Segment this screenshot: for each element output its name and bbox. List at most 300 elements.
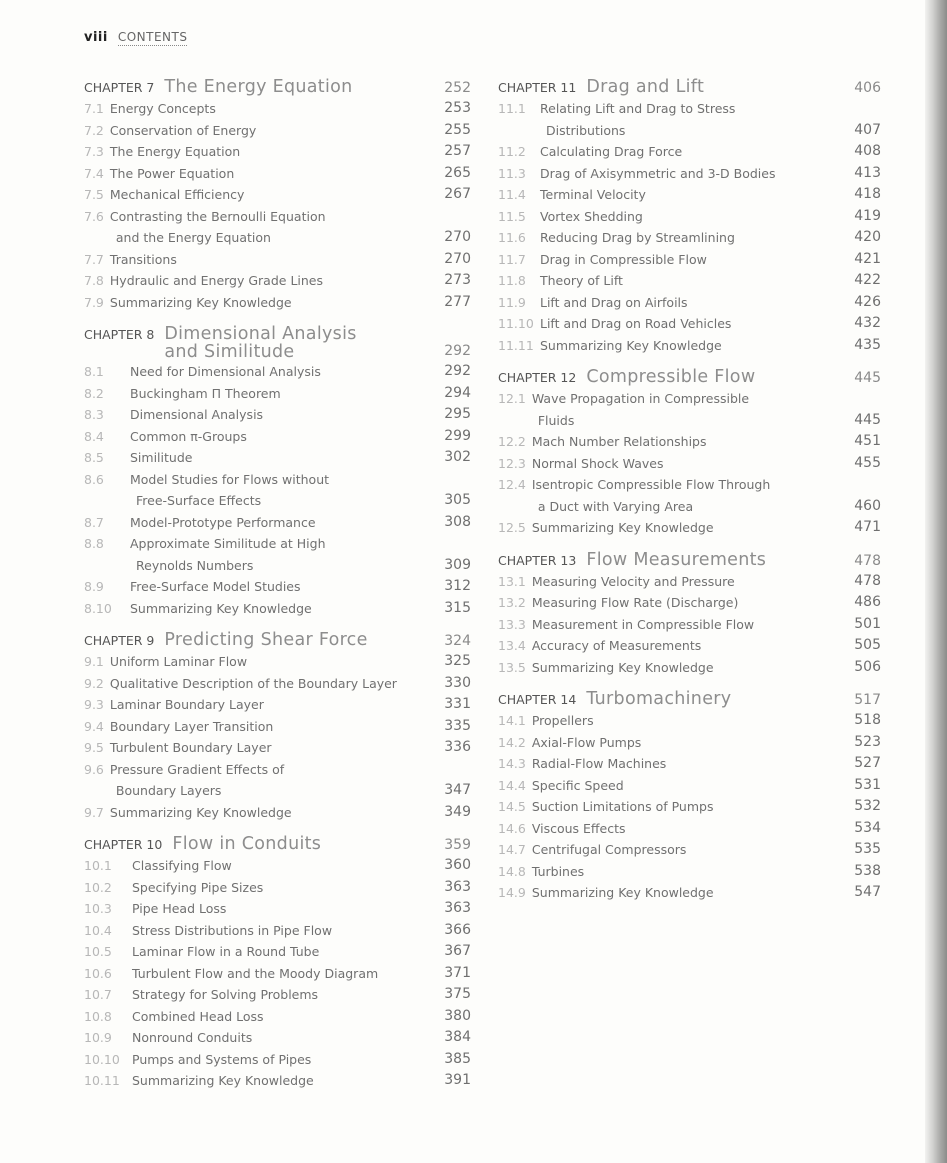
section-page: 375 xyxy=(444,986,471,1002)
chapter-heading[interactable] xyxy=(498,368,881,388)
section-page: 532 xyxy=(854,798,881,814)
section-number: 7.7 xyxy=(84,251,104,267)
toc-entry[interactable] xyxy=(84,737,471,759)
section-page: 505 xyxy=(854,637,881,653)
section-title-line2: Fluids xyxy=(537,412,575,428)
section-title: Measuring Flow Rate (Discharge) xyxy=(531,595,739,610)
section-title: Boundary Layer Transition xyxy=(109,718,274,734)
section-title: Summarizing Key Knowledge xyxy=(109,804,292,820)
chapter-7 xyxy=(84,78,471,313)
section-page: 302 xyxy=(444,449,471,465)
chapter-10 xyxy=(84,835,471,1092)
section-title: Measuring Velocity and Pressure xyxy=(531,573,735,589)
section-page: 270 xyxy=(444,250,471,267)
chapter-heading[interactable] xyxy=(84,78,471,98)
chapter-label: CHAPTER 7 xyxy=(84,80,155,95)
section-title xyxy=(130,469,439,512)
section-title: Drag of Axisymmetric and 3-D Bodies xyxy=(540,165,776,181)
toc-entry[interactable] xyxy=(498,592,881,614)
section-page: 455 xyxy=(854,454,881,471)
toc-entry[interactable] xyxy=(84,512,471,534)
section-title: Theory of Lift xyxy=(540,273,623,288)
section-number: 11.8 xyxy=(498,273,526,288)
section-number: 11.11 xyxy=(498,337,534,353)
section-title: Summarizing Key Knowledge xyxy=(130,600,312,616)
section-number: 12.5 xyxy=(498,520,526,535)
toc-entry[interactable] xyxy=(84,292,471,314)
section-page: 253 xyxy=(444,100,471,116)
section-title: Nonround Conduits xyxy=(132,1030,253,1045)
section-title: Mach Number Relationships xyxy=(531,434,707,449)
section-title: Classifying Flow xyxy=(132,858,232,873)
chapter-title: Flow in Conduits xyxy=(172,834,322,854)
section-page: 419 xyxy=(854,207,881,224)
section-title: Strategy for Solving Problems xyxy=(132,987,319,1002)
toc-entry[interactable] xyxy=(498,474,881,517)
section-page: 347 xyxy=(444,782,471,798)
toc-right-column xyxy=(498,78,881,916)
toc-entry[interactable] xyxy=(84,206,471,249)
section-title-line2: Free-Surface Effects xyxy=(136,493,262,508)
section-number: 14.7 xyxy=(498,842,526,857)
toc-entry[interactable] xyxy=(498,453,881,475)
section-title: Laminar Boundary Layer xyxy=(109,697,264,712)
section-page: 270 xyxy=(444,229,471,245)
toc-entry[interactable] xyxy=(84,249,471,271)
section-title: Common π-Groups xyxy=(130,428,247,444)
toc-entry[interactable] xyxy=(84,984,471,1006)
section-page: 330 xyxy=(444,674,471,691)
section-title: Pumps and Systems of Pipes xyxy=(132,1051,312,1067)
section-number: 11.3 xyxy=(498,165,526,181)
section-title: Turbulent Boundary Layer xyxy=(109,740,272,755)
toc-entry[interactable] xyxy=(84,426,471,448)
toc-entry[interactable] xyxy=(498,206,881,228)
section-title-line2: Boundary Layers xyxy=(115,783,222,798)
chapter-heading[interactable] xyxy=(498,78,881,98)
toc-entry[interactable] xyxy=(84,383,471,405)
section-page: 501 xyxy=(854,615,881,632)
section-number: 12.4 xyxy=(498,477,526,492)
section-title: Turbines xyxy=(531,863,585,879)
section-number: 9.4 xyxy=(84,718,104,734)
section-title xyxy=(110,206,439,249)
toc-entry[interactable] xyxy=(84,163,471,185)
toc-entry[interactable] xyxy=(84,1070,471,1092)
section-title xyxy=(532,388,849,431)
section-number: 13.3 xyxy=(498,616,526,632)
section-page: 312 xyxy=(444,578,471,594)
section-number: 14.5 xyxy=(498,799,526,814)
section-number: 8.9 xyxy=(84,579,104,594)
section-page: 360 xyxy=(444,857,471,873)
section-number: 10.7 xyxy=(84,987,112,1002)
section-page: 407 xyxy=(854,121,881,138)
toc-entry[interactable] xyxy=(498,141,881,163)
toc-entry[interactable] xyxy=(84,598,471,620)
chapter-heading[interactable] xyxy=(498,551,881,571)
chapter-label: CHAPTER 13 xyxy=(498,552,577,568)
toc-entry[interactable] xyxy=(84,576,471,598)
section-page: 257 xyxy=(444,143,471,159)
section-number: 8.5 xyxy=(84,450,104,465)
toc-entry[interactable] xyxy=(84,98,471,120)
section-page: 294 xyxy=(444,384,471,401)
section-title xyxy=(532,474,849,517)
toc-entry[interactable] xyxy=(498,249,881,271)
section-page: 295 xyxy=(444,406,471,422)
section-page: 325 xyxy=(444,653,471,669)
toc-entry[interactable] xyxy=(84,716,471,738)
toc-entry[interactable] xyxy=(84,184,471,206)
section-title: Specific Speed xyxy=(531,777,624,793)
section-number: 11.2 xyxy=(498,144,526,159)
section-number: 8.4 xyxy=(84,428,104,444)
toc-entry[interactable] xyxy=(84,877,471,899)
chapter-page: 445 xyxy=(854,370,881,386)
toc-entry[interactable] xyxy=(84,141,471,163)
section-page: 506 xyxy=(854,658,881,675)
section-number: 10.10 xyxy=(84,1051,120,1067)
section-page: 299 xyxy=(444,427,471,444)
toc-entry[interactable] xyxy=(498,270,881,292)
toc-entry[interactable] xyxy=(498,388,881,431)
chapter-title: Predicting Shear Force xyxy=(164,630,368,650)
section-page: 391 xyxy=(444,1072,471,1088)
chapter-page: 292 xyxy=(444,343,471,359)
section-title: Summarizing Key Knowledge xyxy=(531,520,714,535)
toc-entry[interactable] xyxy=(84,855,471,877)
section-title: Pipe Head Loss xyxy=(132,901,227,916)
section-number: 12.1 xyxy=(498,391,526,406)
section-number: 7.1 xyxy=(84,101,104,116)
toc-entry[interactable] xyxy=(498,614,881,636)
toc-entry[interactable] xyxy=(498,163,881,185)
section-page: 518 xyxy=(854,712,881,728)
toc-entry[interactable] xyxy=(498,839,881,861)
chapter-heading[interactable] xyxy=(84,835,471,855)
section-title: Vortex Shedding xyxy=(540,208,643,224)
section-number: 12.2 xyxy=(498,434,526,449)
section-title: Qualitative Description of the Boundary Layer xyxy=(109,675,397,691)
section-title xyxy=(540,98,849,141)
chapter-title: Turbomachinery xyxy=(586,689,732,709)
section-page: 315 xyxy=(444,599,471,616)
section-title: Calculating Drag Force xyxy=(540,144,683,159)
section-title xyxy=(110,759,439,802)
section-title: Measurement in Compressible Flow xyxy=(531,616,755,632)
chapter-page: 478 xyxy=(854,552,881,569)
section-title-line1: Model Studies for Flows without xyxy=(130,471,330,487)
section-number: 11.1 xyxy=(498,101,526,116)
section-page: 273 xyxy=(444,272,471,288)
section-title: Reducing Drag by Streamlining xyxy=(540,230,735,245)
toc-entry[interactable] xyxy=(84,651,471,673)
section-number: 9.5 xyxy=(84,740,104,755)
toc-entry[interactable] xyxy=(498,818,881,840)
section-number: 14.9 xyxy=(498,885,526,900)
toc-entry[interactable] xyxy=(84,802,471,824)
section-page: 535 xyxy=(854,841,881,857)
chapter-title: Compressible Flow xyxy=(586,367,756,387)
toc-entry[interactable] xyxy=(84,1049,471,1071)
section-page: 460 xyxy=(854,497,881,514)
section-number: 12.3 xyxy=(498,455,526,471)
section-title: Transitions xyxy=(109,251,177,267)
section-number: 7.4 xyxy=(84,165,104,181)
chapter-13 xyxy=(498,551,881,679)
section-title: Summarizing Key Knowledge xyxy=(531,659,714,675)
section-title: Centrifugal Compressors xyxy=(531,842,687,857)
section-title: Lift and Drag on Airfoils xyxy=(540,294,688,310)
toc-entry[interactable] xyxy=(84,673,471,695)
section-page: 547 xyxy=(854,884,881,900)
toc-entry[interactable] xyxy=(84,1006,471,1028)
section-page: 265 xyxy=(444,164,471,181)
toc-entry[interactable] xyxy=(498,431,881,453)
section-title: Lift and Drag on Road Vehicles xyxy=(540,316,732,331)
toc-entry[interactable] xyxy=(498,313,881,335)
toc-entry[interactable] xyxy=(498,292,881,314)
chapter-heading[interactable] xyxy=(84,325,471,361)
section-title: Free-Surface Model Studies xyxy=(130,579,301,594)
section-page: 471 xyxy=(854,519,881,535)
section-number: 11.6 xyxy=(498,230,526,245)
toc-entry[interactable] xyxy=(498,635,881,657)
toc-entry[interactable] xyxy=(84,963,471,985)
section-number: 13.5 xyxy=(498,659,526,675)
chapter-heading[interactable] xyxy=(498,690,881,710)
section-title-line1: Wave Propagation in Compressible xyxy=(531,391,750,406)
section-page: 363 xyxy=(444,878,471,895)
running-title: CONTENTS xyxy=(117,30,188,44)
section-title: Model-Prototype Performance xyxy=(130,514,316,530)
section-number: 8.7 xyxy=(84,514,104,530)
section-number: 7.5 xyxy=(84,187,104,202)
section-title: Summarizing Key Knowledge xyxy=(540,337,722,353)
section-number: 7.9 xyxy=(84,294,104,310)
section-title-line2: and the Energy Equation xyxy=(115,230,271,245)
section-title: Suction Limitations of Pumps xyxy=(531,799,714,814)
section-page: 420 xyxy=(854,229,881,245)
section-page: 418 xyxy=(854,186,881,202)
toc-entry[interactable] xyxy=(84,270,471,292)
section-number: 8.1 xyxy=(84,364,104,379)
section-page: 486 xyxy=(854,594,881,610)
page-header xyxy=(84,30,187,45)
toc-entry[interactable] xyxy=(84,447,471,469)
toc-entry[interactable] xyxy=(498,861,881,883)
section-title-line2: Distributions xyxy=(546,122,626,138)
section-number: 8.3 xyxy=(84,407,104,422)
section-page: 385 xyxy=(444,1050,471,1067)
section-page: 527 xyxy=(854,755,881,771)
chapter-11 xyxy=(498,78,881,356)
section-number: 11.7 xyxy=(498,251,526,267)
section-number: 8.8 xyxy=(84,536,104,551)
section-number: 14.2 xyxy=(498,734,526,750)
section-page: 384 xyxy=(444,1029,471,1045)
section-number: 10.5 xyxy=(84,944,112,959)
section-title: Specifying Pipe Sizes xyxy=(132,879,264,895)
section-page: 363 xyxy=(444,900,471,916)
toc-entry[interactable] xyxy=(84,941,471,963)
section-title: Accuracy of Measurements xyxy=(531,638,702,653)
section-number: 14.4 xyxy=(498,777,526,793)
section-number: 14.6 xyxy=(498,820,526,836)
section-page: 371 xyxy=(444,964,471,981)
chapter-page: 359 xyxy=(444,837,471,853)
toc-entry[interactable] xyxy=(498,227,881,249)
section-title-line1: Approximate Similitude at High xyxy=(130,536,326,551)
toc-entry[interactable] xyxy=(498,335,881,357)
chapter-9 xyxy=(84,631,471,823)
toc-entry[interactable] xyxy=(84,898,471,920)
section-page: 523 xyxy=(854,733,881,750)
toc-entry[interactable] xyxy=(84,361,471,383)
section-number: 9.1 xyxy=(84,654,104,669)
section-page: 534 xyxy=(854,819,881,836)
section-title: Propellers xyxy=(531,713,594,728)
section-number: 7.8 xyxy=(84,273,104,288)
toc-entry[interactable] xyxy=(84,533,471,576)
chapter-14 xyxy=(498,690,881,904)
section-page: 366 xyxy=(444,921,471,938)
section-page: 277 xyxy=(444,293,471,310)
section-title: Summarizing Key Knowledge xyxy=(531,885,714,900)
section-title: Stress Distributions in Pipe Flow xyxy=(132,922,333,938)
toc-entry[interactable] xyxy=(498,657,881,679)
toc-entry[interactable] xyxy=(498,882,881,904)
section-number: 9.2 xyxy=(84,675,104,691)
section-number: 13.1 xyxy=(498,573,526,589)
section-title: Terminal Velocity xyxy=(540,187,646,202)
toc-entry[interactable] xyxy=(498,710,881,732)
toc-entry[interactable] xyxy=(498,775,881,797)
section-page: 255 xyxy=(444,121,471,138)
section-number: 14.1 xyxy=(498,713,526,728)
section-number: 7.3 xyxy=(84,144,104,159)
chapter-12 xyxy=(498,368,881,539)
toc-entry[interactable] xyxy=(498,517,881,539)
chapter-page: 252 xyxy=(444,80,471,96)
chapter-label: CHAPTER 10 xyxy=(84,837,163,852)
section-page: 335 xyxy=(444,717,471,734)
chapter-title: Drag and Lift xyxy=(586,77,705,97)
section-number: 10.6 xyxy=(84,965,112,981)
chapter-title: The Energy Equation xyxy=(164,77,353,97)
section-number: 10.1 xyxy=(84,858,112,873)
section-title: Need for Dimensional Analysis xyxy=(130,364,321,379)
section-number: 10.11 xyxy=(84,1073,120,1088)
toc-entry[interactable] xyxy=(498,796,881,818)
section-number: 10.3 xyxy=(84,901,112,916)
section-title-line1: Relating Lift and Drag to Stress xyxy=(540,101,736,116)
section-page: 426 xyxy=(854,293,881,310)
section-title: Axial-Flow Pumps xyxy=(531,734,642,750)
section-number: 13.2 xyxy=(498,595,526,610)
section-number: 8.6 xyxy=(84,471,104,487)
toc-entry[interactable] xyxy=(84,759,471,802)
toc-left-column xyxy=(84,78,471,1104)
section-title: The Energy Equation xyxy=(109,144,241,159)
chapter-page: 324 xyxy=(444,633,471,649)
section-title: Summarizing Key Knowledge xyxy=(109,294,292,310)
section-number: 10.8 xyxy=(84,1008,112,1024)
section-page: 380 xyxy=(444,1007,471,1024)
section-title: Conservation of Energy xyxy=(109,122,257,138)
toc-entry[interactable] xyxy=(498,571,881,593)
section-title: Energy Concepts xyxy=(109,101,216,116)
section-number: 7.2 xyxy=(84,122,104,138)
section-page: 349 xyxy=(444,803,471,820)
section-page: 432 xyxy=(854,315,881,331)
section-page: 531 xyxy=(854,776,881,793)
section-title: Radial-Flow Machines xyxy=(531,756,667,771)
toc-entry[interactable] xyxy=(498,184,881,206)
chapter-label: CHAPTER 8 xyxy=(84,327,155,342)
toc-entry[interactable] xyxy=(84,120,471,142)
section-page: 435 xyxy=(854,336,881,353)
section-number: 9.6 xyxy=(84,761,104,777)
chapter-page: 517 xyxy=(854,692,881,708)
toc-entry[interactable] xyxy=(84,920,471,942)
book-spine-shadow xyxy=(925,0,947,1163)
section-page: 408 xyxy=(854,143,881,159)
section-title-line2: Reynolds Numbers xyxy=(136,557,254,573)
section-number: 10.2 xyxy=(84,879,112,895)
section-page: 445 xyxy=(854,411,881,428)
chapter-label: CHAPTER 11 xyxy=(498,80,577,95)
section-page: 478 xyxy=(854,572,881,589)
section-title: Summarizing Key Knowledge xyxy=(132,1073,314,1088)
section-page: 413 xyxy=(854,164,881,181)
section-title: Uniform Laminar Flow xyxy=(109,654,248,669)
section-page: 309 xyxy=(444,556,471,573)
section-page: 308 xyxy=(444,513,471,530)
section-number: 8.2 xyxy=(84,385,104,401)
toc-entry[interactable] xyxy=(84,694,471,716)
section-number: 10.9 xyxy=(84,1030,112,1045)
section-title: Buckingham Π Theorem xyxy=(130,385,281,401)
toc-entry[interactable] xyxy=(498,98,881,141)
toc-entry[interactable] xyxy=(84,1027,471,1049)
section-page: 538 xyxy=(854,862,881,879)
section-page: 331 xyxy=(444,696,471,712)
chapter-page: 406 xyxy=(854,80,881,96)
section-page: 451 xyxy=(854,433,881,449)
section-title: Similitude xyxy=(130,450,193,465)
section-number: 14.8 xyxy=(498,863,526,879)
toc-entry[interactable] xyxy=(498,753,881,775)
section-title: Hydraulic and Energy Grade Lines xyxy=(109,273,324,288)
page-number: viii xyxy=(84,30,108,45)
section-title: The Power Equation xyxy=(109,165,235,181)
section-title xyxy=(130,533,439,576)
toc-entry[interactable] xyxy=(84,404,471,426)
toc-entry[interactable] xyxy=(498,732,881,754)
section-number: 10.4 xyxy=(84,922,112,938)
chapter-heading[interactable] xyxy=(84,631,471,651)
section-number: 11.9 xyxy=(498,294,526,310)
chapter-8 xyxy=(84,325,471,619)
section-title: Turbulent Flow and the Moody Diagram xyxy=(132,965,379,981)
section-title: Normal Shock Waves xyxy=(531,455,664,471)
section-number: 13.4 xyxy=(498,638,526,653)
chapter-label: CHAPTER 9 xyxy=(84,633,155,648)
section-number: 9.3 xyxy=(84,697,104,712)
toc-entry[interactable] xyxy=(84,469,471,512)
